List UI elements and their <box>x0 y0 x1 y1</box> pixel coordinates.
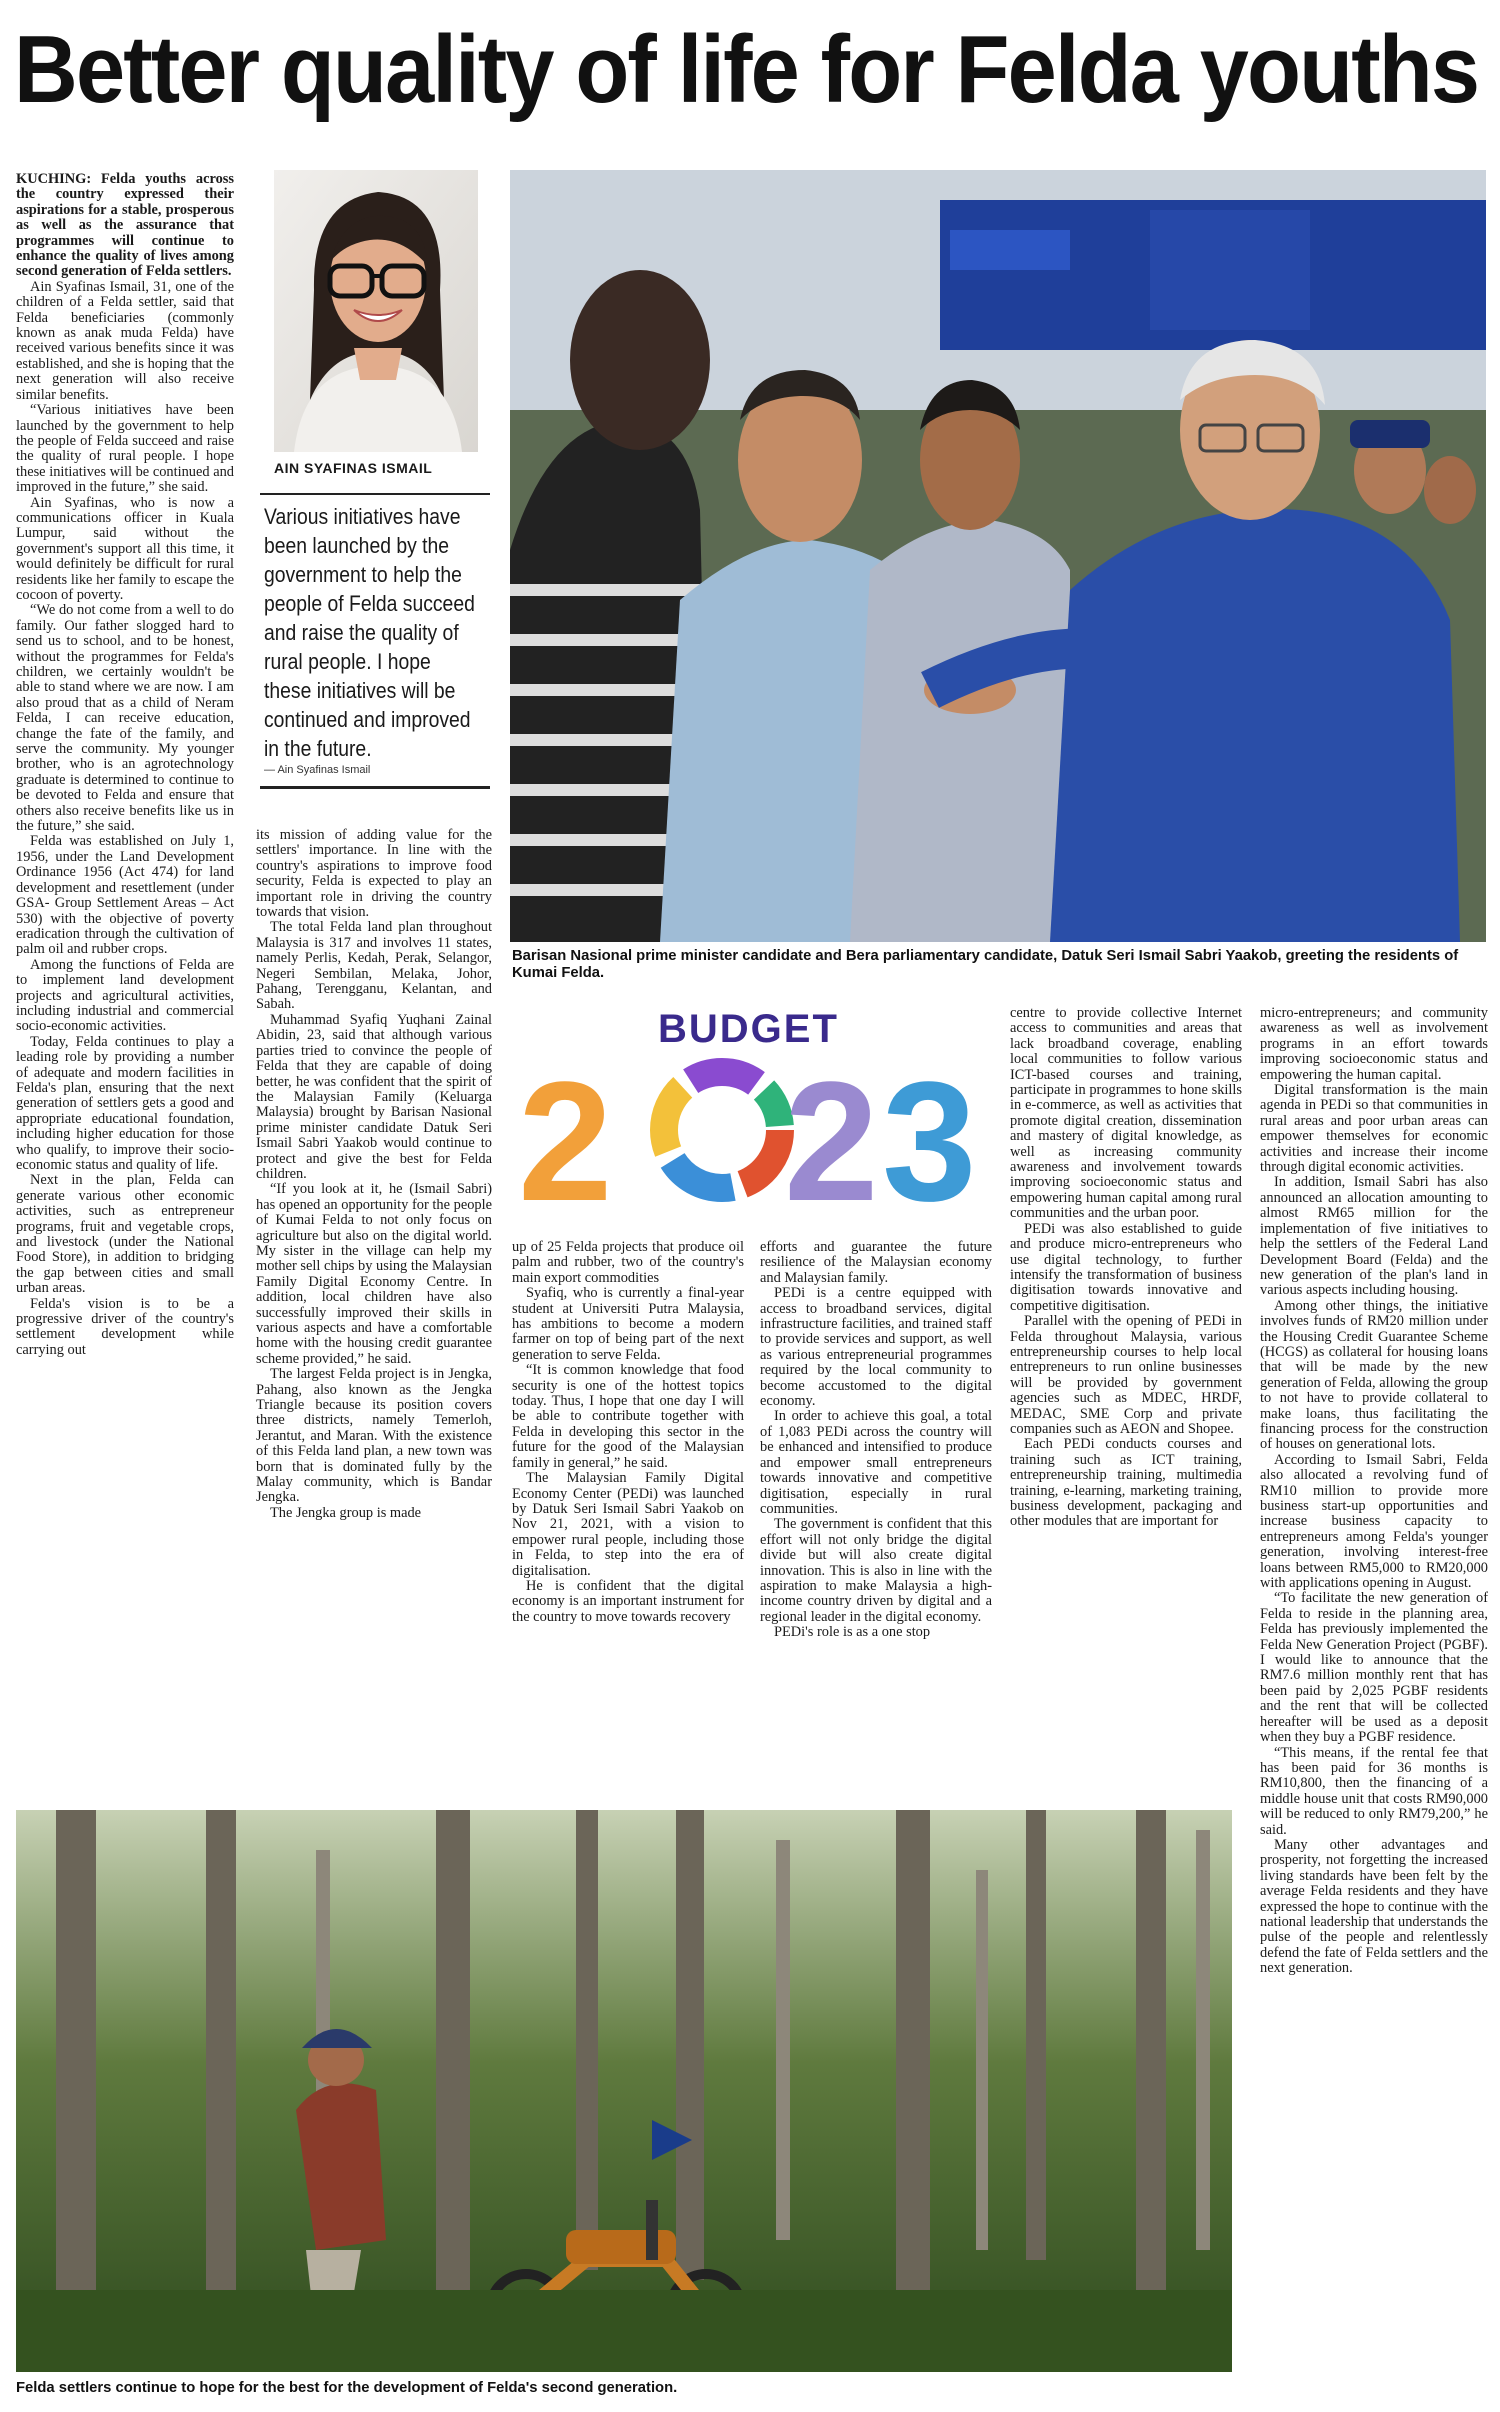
svg-text:3: 3 <box>882 1047 977 1220</box>
paragraph: PEDi was also established to guide and produce micro-entrepreneurs who use digital technology, to further intensify the transformation of business digitisation towards innovative and competitive digitisation. <box>1010 1220 1242 1314</box>
paragraph: Many other advantages and prosperity, not forgetting the increased living standards have been felt by the average Felda residents and they have expressed the hope to continue with the national leadership that understands the pulse of the people and relentlessly defend the fate of Felda settlers and the next generation. <box>1260 1836 1488 1977</box>
portrait-name: AIN SYAFINAS ISMAIL <box>274 460 433 476</box>
paragraph: Muhammad Syafiq Yuqhani Zainal Abidin, 23, said that although various parties tried to convince the people of Felda that they are capable of doing better, he was confident that the spirit of the Malaysian Family (Keluarga Malaysia) brought by Barisan Nasional prime minister candidate Datuk Seri Ismail Sabri Yaakob would continue to protect and give the best for Felda children. <box>256 1011 492 1182</box>
paragraph: Ain Syafinas, who is now a communications officer in Kuala Lumpur, said without the government's support all this time, it would definitely be difficult for rural residents like her family to escape the cocoon of poverty. <box>16 494 234 603</box>
paragraph: Next in the plan, Felda can generate various other economic activities, such as entrepreneur programs, fruit and vegetable crops, and livestock (under the National Food Store), in addition to bridging the gap between cities and small urban areas. <box>16 1172 234 1297</box>
budget-2023-logo <box>512 1000 988 1220</box>
portrait-photo <box>274 170 478 452</box>
paragraph: KUCHING: Felda youths across the country expressed their aspirations for a stable, prosperous as well as the assurance that programmes will continue to enhance the quality of lives among second generation of Felda settlers. <box>16 172 234 280</box>
paragraph: “To facilitate the new generation of Felda to reside in the planning area, Felda has previously implemented the Felda New Generation Project (PGBF). I would like to announce that the RM7.6 million monthly rent that has been paid by 2,025 PGBF residents and the rent that will be collected hereafter will be used as a deposit when they buy a PGBF residence. <box>1260 1590 1488 1746</box>
article-column-6 <box>1260 1006 1488 2402</box>
paragraph: The government is confident that this effort will not only bridge the digital divide but will also create digital innovation. This is also in line with the aspiration to make Malaysia a high-income country driven by digital and a regional leader in the digital economy. <box>760 1516 992 1625</box>
portrait-image <box>274 170 478 452</box>
paragraph: In addition, Ismail Sabri has also announced an allocation amounting to almost RM65 million for the implementation of five initiatives to help the settlers of the Federal Land Development Board (Felda) and the new generation of the plan's land in various aspects including housing. <box>1260 1174 1488 1299</box>
budget-year: 2023 <box>652 1042 654 1043</box>
bottom-photo-caption: Felda settlers continue to hope for the best for the development of Felda's second generation. <box>16 2380 678 2396</box>
paragraph: micro-entrepreneurs; and community awareness as well as involvement programs in an effort towards improving socioeconomic status and empowering the human capital. <box>1260 1006 1488 1083</box>
budget-word: BUDGET <box>658 1007 839 1051</box>
article-column-3 <box>512 1240 744 1796</box>
paragraph: Syafiq, who is currently a final-year student at Universiti Putra Malaysia, has ambitions to become a modern farmer on top of being part of the next generation to serve Felda. <box>512 1285 744 1363</box>
paragraph: Among the functions of Felda are to implement land development projects and agricultural activities, including industrial and commercial socio-economic activities. <box>16 956 234 1035</box>
paragraph: PEDi is a centre equipped with access to broadband services, digital infrastructure facilities, and trained staff to provide services and support, as well as various entrepreneurial programmes required by the local community to become accustomed to the digital economy. <box>760 1285 992 1410</box>
pull-quote-attribution: — Ain Syafinas Ismail <box>264 764 371 776</box>
paragraph: The Malaysian Family Digital Economy Center (PEDi) was launched by Datuk Seri Ismail Sabri Yaakob on Nov 21, 2021, with a vision to empower rural people, including those in Felda, to step into the era of digitalisation. <box>512 1470 744 1579</box>
paragraph: Ain Syafinas Ismail, 31, one of the children of a Felda settler, said that Felda beneficiaries (commonly known as anak muda Felda) have received various benefits since it was established, and she is hoping that the next generation will also receive similar benefits. <box>16 278 234 403</box>
paragraph: up of 25 Felda projects that produce oil palm and rubber, two of the country's main export commodities <box>512 1240 744 1286</box>
paragraph: Parallel with the opening of PEDi in Felda throughout Malaysia, various entrepreneurship courses to help local entrepreneurs to run online businesses will be provided by government agencies such as MDEC, HRDF, MEDAC, SME Corp and private companies such as AEON and Shopee. <box>1010 1313 1242 1437</box>
paragraph: efforts and guarantee the future resilience of the Malaysian economy and Malaysian family. <box>760 1240 992 1286</box>
paragraph: The Jengka group is made <box>270 1504 422 1521</box>
top-photo <box>510 170 1486 942</box>
paragraph: He is confident that the digital economy is an important instrument for the country to move towards recovery <box>512 1577 744 1625</box>
svg-text:2: 2 <box>784 1047 879 1220</box>
article-column-2 <box>256 828 492 1794</box>
handshake-photo <box>510 170 1486 942</box>
paragraph: “This means, if the rental fee that has been paid for 36 months is RM10,800, then the financing of a middle house unit that costs RM90,000 will be reduced to only RM79,200,” he said. <box>1260 1744 1488 1838</box>
rubber-plantation-photo <box>16 1810 1232 2372</box>
article-column-4 <box>760 1240 992 1796</box>
article-column-1 <box>16 172 234 1794</box>
paragraph: Among other things, the initiative involves funds of RM20 million under the Housing Credit Guarantee Scheme (HCGS) as collateral for housing loans that will be made by the new generation of Felda, allowing the group to not have to provide collateral to make loans, thus facilitating the financing process for the construction of houses on generational lots. <box>1260 1297 1488 1453</box>
paragraph: “Various initiatives have been launched by the government to help the people of Felda succeed and raise the quality of rural people. I hope these initiatives will be continued and improved in the future,” she said. <box>16 402 234 496</box>
paragraph: In order to achieve this goal, a total of 1,083 PEDi across the country will be enhanced and intensified to produce and empower small entrepreneurs towards innovative and competitive digitisation, especially in rural communities. <box>760 1408 992 1517</box>
paragraph: its mission of adding value for the settlers' importance. In line with the country's aspirations to improve food security, Felda is expected to play an important role in driving the country towards that vision. <box>256 828 492 921</box>
paragraph: PEDi's role is as a one stop <box>774 1624 931 1641</box>
svg-text:2: 2 <box>518 1047 613 1220</box>
top-photo-caption: Barisan Nasional prime minister candidate and Bera parliamentary candidate, Datuk Seri Ismail Sabri Yaakob, greeting the residents of Kumai Felda. <box>512 948 1459 981</box>
headline: Better quality of life for Felda youths <box>14 16 1479 123</box>
paragraph: According to Ismail Sabri, Felda also allocated a revolving fund of RM10 million to provide more business start-up opportunities and increase business capacity to entrepreneurs among Felda's younger generation, involving interest-free loans between RM5,000 to RM20,000 with applications opening in August. <box>1260 1451 1488 1592</box>
paragraph: The total Felda land plan throughout Malaysia is 317 and involves 11 states, namely Perlis, Kedah, Perak, Selangor, Negeri Sembilan, Melaka, Johor, Pahang, Terengganu, Kelantan, and Sabah. <box>256 919 492 1013</box>
paragraph: “It is common knowledge that food security is one of the hottest topics today. Thus, I hope that one day I will be able to contribute together with Felda in developing this sector in the future for the good of the Malaysian family in general,” he said. <box>512 1362 744 1471</box>
paragraph: centre to provide collective Internet access to communities and areas that lack broadband coverage, enabling local communities to follow various ICT-based courses and training, participate in programmes to hone skills in e-commerce, as well as activities that promote digital creation, dissemination and mastery of digital knowledge, as well as increasing community awareness and involvement towards improving socioeconomic status and empowering human capital among rural communities and the urban poor. <box>1010 1006 1242 1222</box>
quote-bottom-rule <box>260 786 490 789</box>
article-column-5 <box>1010 1006 1242 1796</box>
paragraph: Felda was established on July 1, 1956, under the Land Development Ordinance 1956 (Act 474) for land development and resettlement (under GSA- Group Settlement Areas – Act 530) with the objective of poverty eradication through the cultivation of palm oil and rubber crops. <box>16 833 234 958</box>
paragraph: “If you look at it, he (Ismail Sabri) has opened an opportunity for the people of Kumai Felda to not only focus on agriculture but also on the digital world. My sister in the village can help my mother sell chips by using the Malaysian Family Digital Economy Centre. In addition, local children have also successfully improved their skills in various aspects and have a comfortable home with the housing credit guarantee scheme provided,” he said. <box>256 1181 492 1367</box>
paragraph: Felda's vision is to be a progressive driver of the country's settlement development while carrying out <box>16 1295 234 1358</box>
quote-top-rule <box>260 493 490 495</box>
bottom-photo <box>16 1810 1232 2372</box>
paragraph: Each PEDi conducts courses and training such as ICT training, entrepreneurship training, multimedia training, e-learning, marketing training, business development, packaging and other modules that are important for <box>1010 1436 1242 1530</box>
paragraph: Today, Felda continues to play a leading role by providing a number of adequate and modern facilities in Felda's plan, ensuring that the next generation of settlers gets a good and appropriate educational foundation, including higher education for those who qualify, to improve their socio-economic status and quality of life. <box>16 1033 234 1173</box>
paragraph: The largest Felda project is in Jengka, Pahang, also known as the Jengka Triangle because its position covers three districts, namely Temerloh, Jerantut, and Maran. With the existence of this Felda land plan, a new town was born that is dominated fully by the Malay community, which is Bandar Jengka. <box>256 1366 492 1506</box>
pull-quote: Various initiatives have been launched by the government to help the people of Felda succeed and raise the quality of rural people. I hope these initiatives will be continued and improved in the future. <box>264 504 475 761</box>
paragraph: Digital transformation is the main agenda in PEDi so that communities in rural areas and poor urban areas can empower themselves for economic activities and increase their income through digital economic activities. <box>1260 1082 1488 1176</box>
paragraph: “We do not come from a well to do family. Our father slogged hard to send us to school, and to be honest, without the programmes for Felda's children, we certainly wouldn't be able to stand where we are now. I am also proud that as a child of Neram Felda, I can receive education, change the fate of the family, and serve the community. My younger brother, who is an agrotechnology graduate is determined to continue to be devoted to Felda and ensure that others also receive benefits like us in the future,” she said. <box>16 602 234 835</box>
